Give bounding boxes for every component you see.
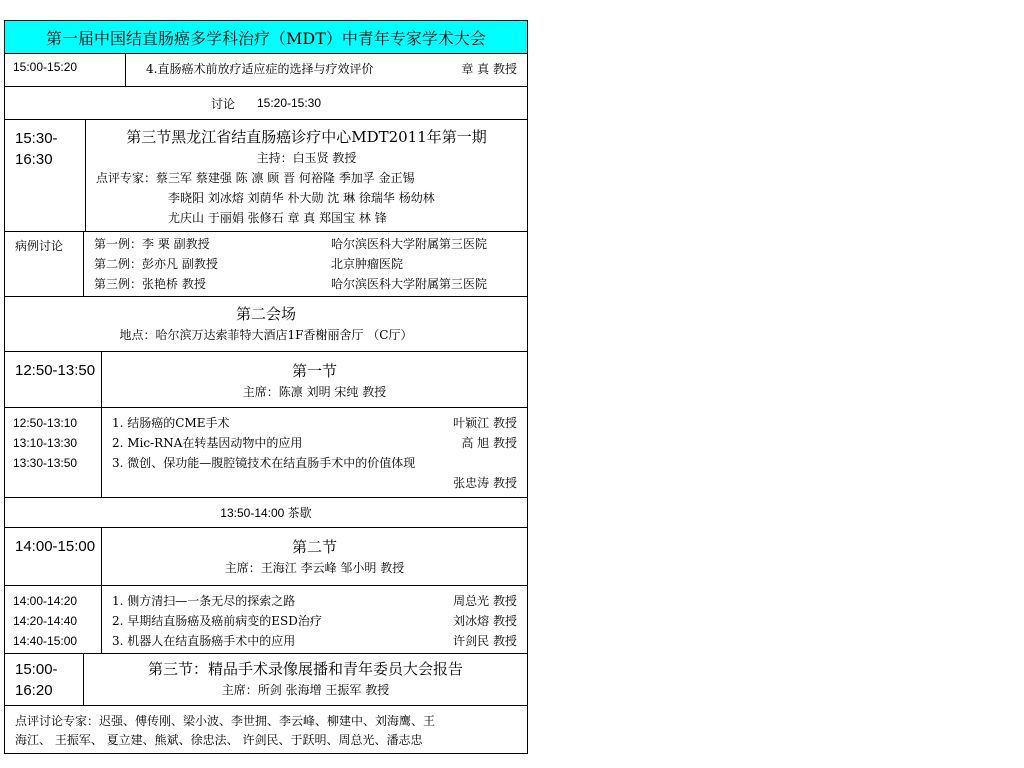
talk-time: 13:10-13:30 bbox=[13, 436, 78, 450]
case-name: 第三例：张艳桥 教授 bbox=[94, 277, 206, 291]
program-table bbox=[4, 20, 528, 754]
talk-cell bbox=[125, 54, 527, 86]
talk-speaker: 周总光 教授 bbox=[453, 594, 517, 608]
talk-title: 3. 机器人在结直肠癌手术中的应用 bbox=[112, 634, 296, 648]
case-name: 第二例：彭亦凡 副教授 bbox=[94, 257, 218, 271]
session2-heading bbox=[101, 528, 527, 585]
final-reviewers bbox=[4, 706, 528, 754]
case-discussion-label: 病例讨论 bbox=[15, 239, 64, 253]
talk-time: 12:50-13:10 bbox=[13, 416, 78, 430]
talk-title: 1. 结肠癌的CME手术 bbox=[112, 416, 230, 430]
section3-host: 主持：白玉贤 教授 bbox=[256, 151, 357, 165]
talk-time: 14:40-15:00 bbox=[13, 634, 78, 648]
talk-speaker: 叶颖江 教授 bbox=[453, 416, 517, 430]
case-list bbox=[83, 232, 527, 296]
session1-header bbox=[4, 352, 528, 408]
talk-item bbox=[112, 433, 527, 453]
case-item bbox=[94, 274, 517, 294]
program-title: 第一届中国结直肠癌多学科治疗（MDT）中青年专家学术大会 bbox=[4, 20, 528, 54]
section3-time: 15:30-16:30 bbox=[15, 130, 58, 168]
case-name: 第一例：李 栗 副教授 bbox=[94, 237, 210, 251]
talk-title: 4.直肠癌术前放疗适应症的选择与疗效评价 bbox=[146, 62, 374, 76]
session1-time: 12:50-13:50 bbox=[15, 362, 96, 379]
talk-item bbox=[112, 611, 527, 631]
session2-chairs: 主席：王海江 李云峰 邹小明 教授 bbox=[224, 561, 405, 575]
venue2-location: 地点：哈尔滨万达索菲特大酒店1F香榭丽舍厅 （C厅） bbox=[119, 328, 413, 342]
section3-reviewers-line3: 尤庆山 于丽娟 张修石 章 真 郑国宝 林 锋 bbox=[168, 211, 387, 225]
talk-speaker: 刘冰熔 教授 bbox=[453, 614, 517, 628]
session1-talks bbox=[4, 408, 528, 498]
session3-title: 第三节：精品手术录像展播和青年委员大会报告 bbox=[147, 660, 463, 678]
session1-chairs: 主席：陈凛 刘明 宋纯 教授 bbox=[242, 385, 387, 399]
session1-heading bbox=[101, 352, 527, 407]
discussion-label: 讨论 bbox=[210, 96, 235, 111]
section3-reviewers-names1: 蔡三军 蔡建强 陈 凛 顾 晋 何裕隆 季加孚 金正锡 bbox=[156, 171, 415, 185]
session3-time: 15:00-16:20 bbox=[15, 661, 58, 699]
talk-item bbox=[112, 631, 527, 651]
case-hospital: 北京肿瘤医院 bbox=[331, 257, 404, 271]
discussion-row bbox=[4, 87, 528, 120]
venue2-block bbox=[4, 297, 528, 352]
talk-item bbox=[112, 413, 527, 433]
talk-time: 14:00-14:20 bbox=[13, 594, 78, 608]
session1-title: 第一节 bbox=[291, 362, 337, 380]
session2-time: 14:00-15:00 bbox=[15, 538, 96, 555]
session2-header bbox=[4, 528, 528, 586]
session1-times bbox=[5, 408, 101, 497]
talk-speaker: 章 真 教授 bbox=[461, 62, 517, 76]
section3-block bbox=[4, 120, 528, 232]
talk-item bbox=[112, 591, 527, 611]
session3-heading bbox=[83, 654, 527, 705]
talk-time: 14:20-14:40 bbox=[13, 614, 78, 628]
case-hospital: 哈尔滨医科大学附属第三医院 bbox=[331, 277, 488, 291]
session3-chairs: 主席：所剑 张海增 王振军 教授 bbox=[221, 683, 390, 697]
case-item bbox=[94, 254, 517, 274]
tea-break-row: 13:50-14:00 茶歇 bbox=[4, 498, 528, 528]
talk-row-4 bbox=[4, 54, 528, 87]
talk-title: 3. 微创、保功能—腹腔镜技术在结直肠手术中的价值体现 bbox=[112, 456, 416, 470]
final-reviewers-line1: 点评讨论专家：迟强、傅传刚、梁小波、李世拥、李云峰、柳建中、刘海鹰、王 bbox=[15, 714, 436, 728]
session2-times bbox=[5, 586, 101, 653]
final-reviewers-line2: 海江、 王振军、 夏立建、熊斌、徐忠法、 许剑民、于跃明、周总光、潘志忠 bbox=[15, 733, 423, 747]
session3-header bbox=[4, 654, 528, 706]
section3-reviewers-label: 点评专家： bbox=[96, 171, 157, 185]
case-item bbox=[94, 234, 517, 254]
talk-title: 2. 早期结直肠癌及癌前病变的ESD治疗 bbox=[112, 614, 322, 628]
session2-title: 第二节 bbox=[291, 538, 337, 556]
section3-content bbox=[85, 120, 527, 231]
talk-speaker: 许剑民 教授 bbox=[453, 634, 517, 648]
session2-talks bbox=[4, 586, 528, 654]
session2-talk-list bbox=[101, 586, 527, 653]
talk-speaker: 高 旭 教授 bbox=[461, 436, 517, 450]
section3-reviewers-line1 bbox=[86, 168, 527, 188]
section3-title: 第三节黑龙江省结直肠癌诊疗中心MDT2011年第一期 bbox=[126, 128, 487, 146]
talk-title: 1. 侧方清扫—一条无尽的探索之路 bbox=[112, 594, 296, 608]
talk-speaker: 张忠涛 教授 bbox=[453, 476, 517, 490]
discussion-time: 15:20-15:30 bbox=[256, 96, 322, 110]
session1-talk-list bbox=[101, 408, 527, 497]
talk-title: 2. Mic-RNA在转基因动物中的应用 bbox=[112, 436, 303, 450]
talk-time: 15:00-15:20 bbox=[13, 60, 78, 74]
talk-time: 13:30-13:50 bbox=[13, 456, 78, 470]
section3-reviewers-line2: 李晓阳 刘冰熔 刘荫华 朴大勋 沈 琳 徐瑞华 杨幼林 bbox=[168, 191, 435, 205]
case-hospital: 哈尔滨医科大学附属第三医院 bbox=[331, 237, 488, 251]
case-discussion-block bbox=[4, 232, 528, 297]
venue2-title: 第二会场 bbox=[235, 305, 296, 323]
